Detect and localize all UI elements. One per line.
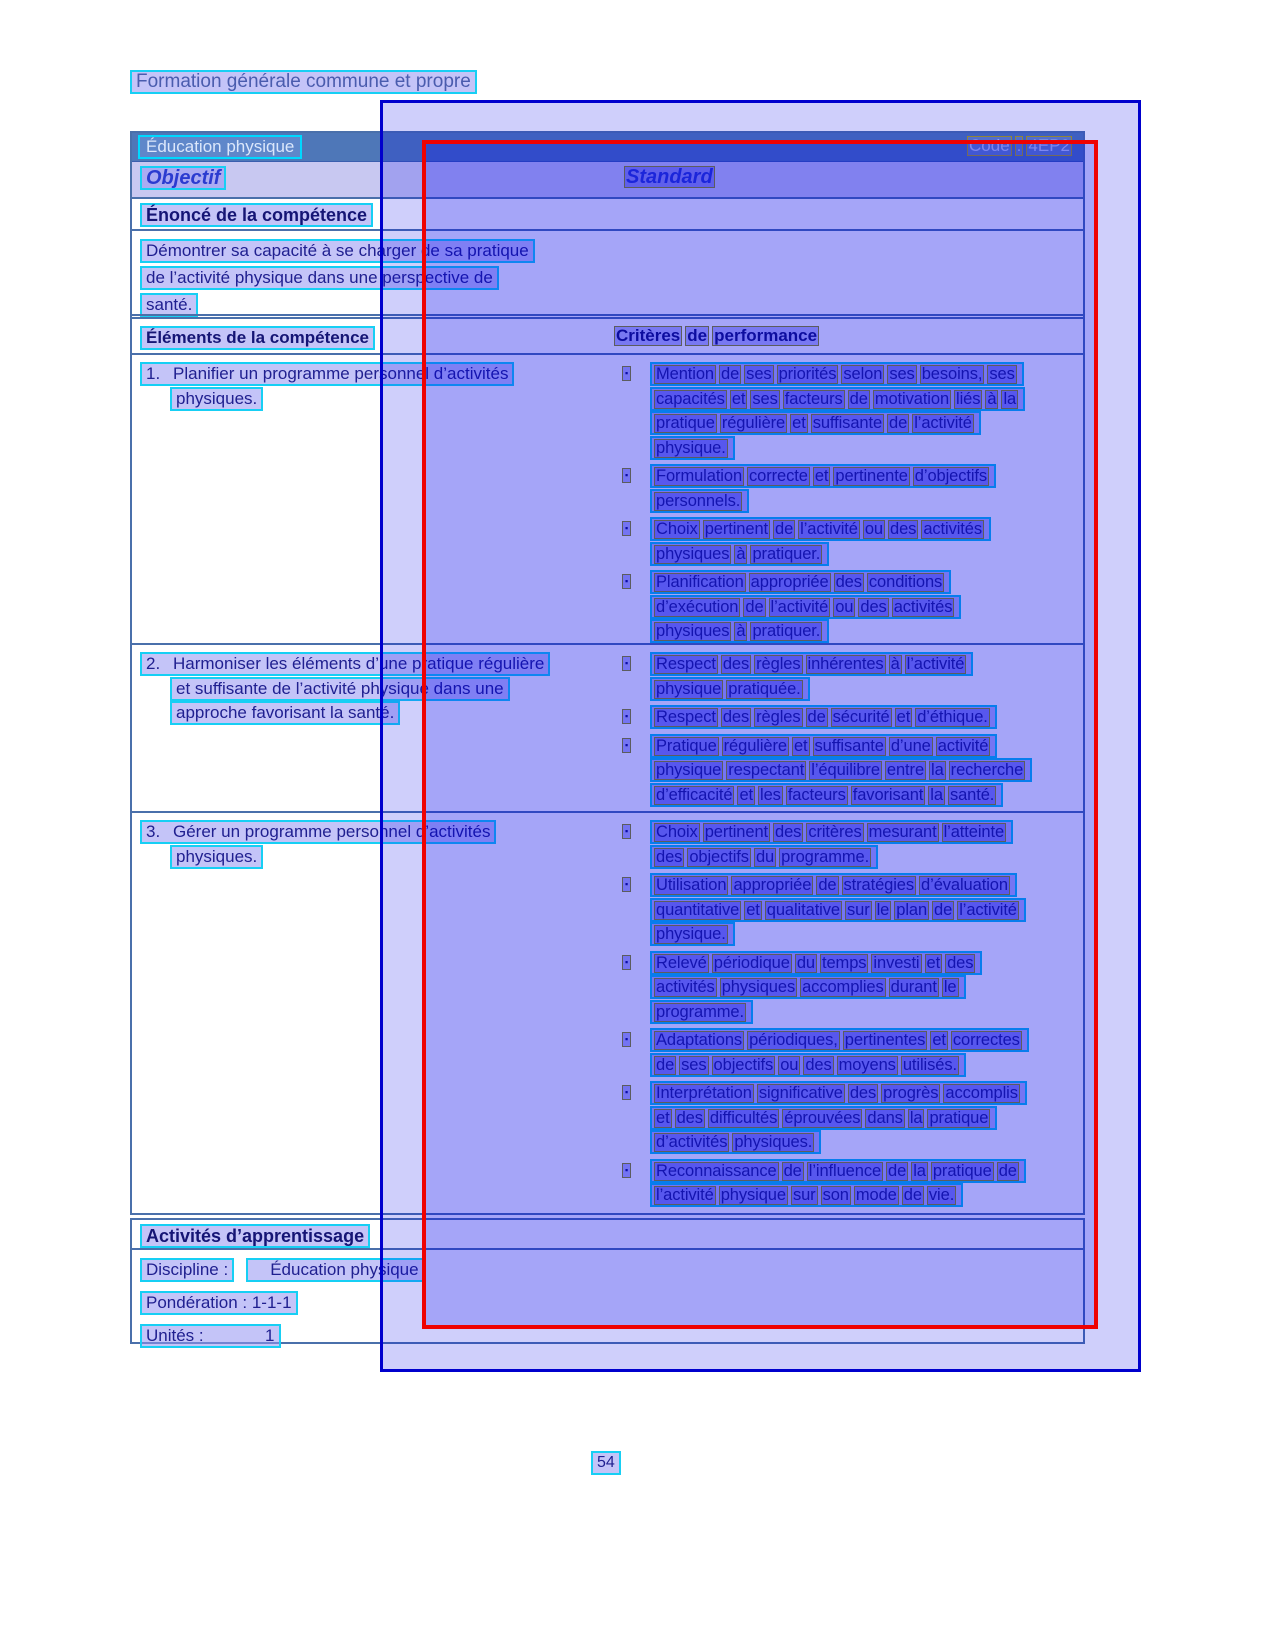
word-box: Code [969, 136, 1010, 155]
word-box: activités [923, 520, 983, 538]
word-box: Mention [656, 365, 715, 383]
criteria-bullet [614, 734, 1081, 808]
word-box: de [687, 326, 708, 345]
word-box: de [745, 597, 764, 616]
criteria-bullet [614, 464, 1081, 513]
element-line: physiques. [170, 845, 263, 869]
word-box: la [930, 785, 943, 804]
element-line: approche favorisant la santé. [170, 701, 400, 725]
bullet-icon: ▪ [622, 656, 631, 671]
element-line: et suffisante de l’activité physique dans une [170, 677, 510, 701]
criteria-bullet [614, 951, 1081, 1025]
word-box: et [731, 389, 746, 408]
word-box: des [775, 823, 802, 841]
word-box: des [947, 953, 974, 972]
item-number: 2. [146, 654, 161, 673]
word-box: l’activité [906, 655, 965, 673]
word-box: appropriée [750, 573, 829, 591]
word-box: selon [843, 365, 883, 383]
word-box: pratiquer. [752, 622, 821, 640]
word-box: des [722, 708, 750, 726]
word-box: Reconnaissance [656, 1161, 777, 1180]
discipline-value: Éducation physique [246, 1258, 424, 1282]
criteria-line [650, 922, 735, 946]
word-box: la [1003, 389, 1017, 408]
objectif-standard-row [132, 161, 1083, 197]
word-box: appropriée [733, 876, 812, 894]
competency-table [130, 131, 1085, 1215]
word-box: des [860, 597, 887, 616]
word-box: inhérentes [807, 655, 884, 673]
criteria-line [650, 845, 878, 869]
word-box: et [739, 785, 754, 804]
criteria-bullet [614, 652, 1081, 701]
criteria-line [650, 652, 973, 676]
word-box: facteurs [787, 785, 846, 804]
word-box: santé. [949, 785, 995, 804]
bullet-icon: ▪ [622, 1032, 631, 1047]
word-box: suffisante [814, 736, 884, 755]
word-box: l’activité [656, 1186, 714, 1204]
word-box: Relevé [656, 953, 707, 972]
word-box: liés [956, 389, 981, 408]
bullet-icon: ▪ [622, 738, 631, 753]
word-box: périodique [713, 953, 790, 972]
criteria-line [650, 362, 1024, 386]
word-box: objectifs [713, 1055, 774, 1074]
word-box: pertinentes [844, 1031, 926, 1049]
word-box: correcte [749, 467, 808, 485]
word-box: personnels. [656, 491, 741, 510]
document-header-text: Formation générale commune et propre [130, 70, 477, 94]
activities-header-row [132, 1220, 1083, 1250]
word-box: priorités [778, 365, 837, 383]
word-box: ses [889, 365, 915, 383]
ponderation-value: Pondération : 1-1-1 [140, 1291, 298, 1315]
word-box: difficultés [709, 1108, 778, 1127]
word-box: et [932, 1031, 946, 1049]
unites-value: Unités : 1 [140, 1324, 281, 1348]
enonce-line: santé. [140, 293, 198, 317]
word-box: mesurant [868, 823, 937, 841]
word-box: physiques [656, 622, 730, 640]
criteria-line [650, 411, 981, 435]
word-box: du [755, 847, 775, 866]
criteria-line [650, 705, 997, 729]
activities-body [132, 1250, 1083, 1348]
criteria-line [650, 783, 1003, 807]
word-box: des [890, 520, 917, 538]
word-box: investi [873, 953, 920, 972]
criteria-line [650, 570, 951, 594]
word-box: à [987, 389, 997, 408]
enonce-header: Énoncé de la compétence [140, 203, 373, 227]
word-box: respectant [728, 761, 805, 779]
word-box: pratique [656, 414, 715, 432]
word-box: ou [864, 520, 883, 538]
word-box: activités [893, 597, 953, 616]
criteria-bullet [614, 570, 1081, 643]
criteria-line [650, 1053, 966, 1077]
word-box: conditions [868, 573, 943, 591]
word-box: de [818, 876, 837, 894]
element-text [132, 362, 606, 411]
word-box: et [746, 900, 760, 919]
criteria-line [650, 1159, 1026, 1183]
word-box: physique [656, 679, 722, 698]
word-box: l’équilibre [811, 761, 880, 779]
word-box: de [903, 1186, 922, 1204]
word-box: ou [780, 1055, 799, 1074]
word-box: Standard [626, 166, 713, 188]
word-box: et [896, 708, 911, 726]
word-box: qualitative [766, 900, 840, 919]
word-box: physiques [721, 978, 796, 996]
word-box: physique [720, 1186, 786, 1204]
word-box: de [889, 414, 908, 432]
word-box: motivation [874, 389, 950, 408]
word-box: l’activité [770, 597, 829, 616]
bullet-icon: ▪ [622, 1085, 631, 1100]
criteria-line [650, 820, 1013, 844]
word-box: ses [681, 1055, 707, 1074]
word-box: des [722, 655, 750, 673]
word-box: pratique [929, 1108, 989, 1127]
criteria-line [650, 1028, 1029, 1052]
criteria-line [650, 1130, 821, 1154]
word-box: progrès [883, 1084, 939, 1102]
competency-item-row [132, 811, 1083, 1213]
word-box: et [926, 953, 941, 972]
word-box: Choix [656, 520, 698, 538]
criteria-bullet [614, 1159, 1081, 1208]
enonce-line: de l’activité physique dans une perspective de [140, 266, 499, 290]
criteria-line [650, 1106, 997, 1130]
word-box: sur [846, 900, 870, 919]
word-box: périodiques, [749, 1031, 838, 1049]
word-box: pratique [932, 1161, 992, 1180]
word-box: critères [808, 823, 862, 841]
learning-activities-table [130, 1218, 1085, 1344]
course-code [967, 136, 1075, 156]
criteria-bullets [614, 362, 1081, 643]
activities-header: Activités d’apprentissage [140, 1224, 370, 1248]
ponderation-row [140, 1291, 1083, 1315]
word-box: éprouvées [784, 1108, 861, 1127]
word-box: de [656, 1055, 675, 1074]
element-text [132, 652, 606, 726]
criteria-line [650, 898, 1026, 922]
word-box: accomplis [945, 1084, 1018, 1102]
bullet-icon: ▪ [622, 366, 631, 381]
word-box: ses [989, 365, 1015, 383]
criteria-line [650, 464, 996, 488]
word-box: correctes [952, 1031, 1020, 1049]
word-box: Utilisation [656, 876, 727, 894]
criteria-bullet [614, 705, 1081, 730]
columns-header-row [132, 314, 1083, 353]
word-box: pratiquer. [752, 544, 821, 563]
word-box: physique [656, 761, 722, 779]
standard-label [624, 166, 718, 189]
word-box: la [909, 1108, 923, 1127]
word-box: d’activités [656, 1133, 728, 1151]
word-box: programme. [656, 1002, 744, 1021]
word-box: des [676, 1108, 703, 1127]
word-box: Interprétation [656, 1084, 752, 1102]
word-box: activités [656, 978, 715, 996]
word-box: et [814, 467, 829, 485]
word-box: activité [937, 736, 989, 755]
bullet-icon: ▪ [622, 574, 631, 589]
bullet-icon: ▪ [622, 877, 631, 892]
discipline-label: Discipline : [140, 1258, 234, 1282]
word-box: de [807, 708, 826, 726]
word-box: à [736, 622, 746, 640]
item-number: 3. [146, 822, 161, 841]
word-box: mode [855, 1186, 897, 1204]
word-box: le [943, 978, 957, 996]
elements-header: Éléments de la compétence [140, 326, 375, 350]
enonce-line: Démontrer sa capacité à se charger de sa pratique [140, 239, 535, 263]
word-box: programme. [781, 847, 870, 866]
word-box: pertinent [704, 520, 768, 538]
word-box: objectifs [689, 847, 749, 866]
criteria-line [650, 1081, 1027, 1105]
word-box: régulière [723, 736, 787, 755]
word-box: l’activité [914, 414, 972, 432]
word-box: sur [792, 1186, 816, 1204]
word-box: besoins, [921, 365, 983, 383]
word-box: d’exécution [656, 597, 739, 616]
unites-row [140, 1324, 1083, 1348]
word-box: et [793, 736, 808, 755]
word-box: l’influence [808, 1161, 882, 1180]
criteria-line [650, 758, 1032, 782]
element-line: 1. Planifier un programme personnel d’activités [140, 362, 514, 386]
word-box: favorisant [852, 785, 924, 804]
word-box: recherche [950, 761, 1024, 779]
word-box: l’activité [800, 520, 858, 538]
word-box: Respect [656, 708, 716, 726]
word-box: Choix [656, 823, 698, 841]
word-box: d’une [890, 736, 931, 755]
element-line: 3. Gérer un programme personnel d’activités [140, 820, 496, 844]
bullet-icon: ▪ [622, 955, 631, 970]
criteria-line [650, 619, 829, 643]
criteria-bullet [614, 362, 1081, 460]
word-box: ou [835, 597, 854, 616]
criteria-line [650, 387, 1025, 411]
word-box: durant [890, 978, 937, 996]
word-box: utilisés. [902, 1055, 957, 1074]
word-box: de [888, 1161, 907, 1180]
criteria-line [650, 542, 829, 566]
table-title-bar [132, 133, 1083, 161]
criteria-bullets [614, 652, 1081, 811]
word-box: d’éthique. [917, 708, 988, 726]
objectif-label: Objectif [140, 166, 226, 190]
word-box: de [783, 1161, 802, 1180]
word-box: règles [756, 708, 801, 726]
criteria-bullet [614, 1028, 1081, 1077]
word-box: stratégies [843, 876, 915, 894]
criteria-line [650, 734, 997, 758]
word-box: des [656, 847, 683, 866]
word-box: et [792, 414, 806, 432]
discipline-row [140, 1258, 1083, 1282]
word-box: dans [867, 1108, 903, 1127]
criteria-line [650, 677, 810, 701]
criteria-line [650, 951, 982, 975]
word-box: l’atteinte [943, 823, 1005, 841]
word-box: la [913, 1161, 926, 1180]
word-box: l’activité [959, 900, 1017, 919]
word-box: régulière [721, 414, 786, 432]
word-box: d’objectifs [914, 467, 988, 485]
criteria-bullet [614, 820, 1081, 869]
criteria-line [650, 873, 1017, 897]
word-box: capacités [656, 389, 725, 408]
criteria-line [650, 1183, 963, 1207]
element-text [132, 820, 606, 869]
word-box: Adaptations [656, 1031, 743, 1049]
word-box: vie. [928, 1186, 955, 1204]
word-box: Formulation [656, 467, 743, 485]
document-header-label [130, 70, 477, 94]
word-box: de [849, 389, 868, 408]
word-box: de [934, 900, 953, 919]
word-box: des [805, 1055, 832, 1074]
word-box: sécurité [832, 708, 890, 726]
discipline-title: Éducation physique [138, 135, 302, 159]
word-box: à [890, 655, 900, 673]
word-box: Planification [656, 573, 744, 591]
page-number: 54 [591, 1451, 621, 1475]
word-box: ses [746, 365, 772, 383]
criteria-line [650, 1000, 753, 1024]
word-box: physique. [656, 438, 726, 457]
word-box: de [998, 1161, 1017, 1180]
element-line: physiques. [170, 387, 263, 411]
word-box: de [775, 520, 794, 538]
word-box: des [849, 1084, 877, 1102]
word-box: de [721, 365, 740, 383]
word-box: pratiquée. [728, 679, 801, 698]
word-box: significative [758, 1084, 843, 1102]
word-box: ses [752, 389, 778, 408]
criteria-bullet [614, 1081, 1081, 1155]
word-box: physiques [656, 544, 730, 563]
word-box: physique. [656, 925, 726, 943]
bullet-icon: ▪ [622, 824, 631, 839]
competency-item-row [132, 643, 1083, 811]
word-box: performance [714, 326, 818, 345]
competency-items [132, 353, 1083, 1213]
word-box: quantitative [656, 900, 740, 919]
item-number: 1. [146, 364, 161, 383]
word-box: entre [886, 761, 925, 779]
criteria-bullet [614, 517, 1081, 566]
bullet-icon: ▪ [622, 709, 631, 724]
word-box: facteurs [784, 389, 843, 408]
criteria-line [650, 975, 966, 999]
word-box: accomplies [802, 978, 884, 996]
criteria-line [650, 436, 735, 460]
word-box: pertinent [704, 823, 768, 841]
competency-item-row [132, 353, 1083, 643]
word-box: règles [756, 655, 801, 673]
criteria-bullet [614, 873, 1081, 947]
criteria-bullets [614, 820, 1081, 1212]
bullet-icon: ▪ [622, 521, 631, 536]
criteria-line [650, 595, 961, 619]
word-box: temps [821, 953, 867, 972]
word-box: pertinente [835, 467, 908, 485]
criteres-header [614, 326, 822, 346]
enonce-body [132, 231, 1083, 314]
word-box: : [1016, 136, 1022, 155]
bullet-icon: ▪ [622, 1163, 631, 1178]
enonce-header-row [132, 197, 1083, 231]
word-box: d’efficacité [656, 785, 733, 804]
word-box: le [876, 900, 890, 919]
word-box: des [835, 573, 862, 591]
criteria-line [650, 489, 749, 513]
word-box: et [656, 1108, 670, 1127]
criteria-line [650, 517, 991, 541]
word-box: Respect [656, 655, 716, 673]
word-box: à [736, 544, 746, 563]
bullet-icon: ▪ [622, 468, 631, 483]
word-box: 4EP2 [1028, 136, 1070, 155]
word-box: son [822, 1186, 849, 1204]
word-box: Pratique [656, 736, 717, 755]
word-box: la [931, 761, 944, 779]
word-box: les [760, 785, 781, 804]
word-box: d’évaluation [921, 876, 1008, 894]
word-box: plan [896, 900, 928, 919]
word-box: du [796, 953, 815, 972]
word-box: Critères [616, 326, 681, 345]
word-box: physiques. [734, 1133, 813, 1151]
word-box: suffisante [812, 414, 883, 432]
element-line: 2. Harmoniser les éléments d’une pratique régulière [140, 652, 550, 676]
word-box: moyens [838, 1055, 896, 1074]
